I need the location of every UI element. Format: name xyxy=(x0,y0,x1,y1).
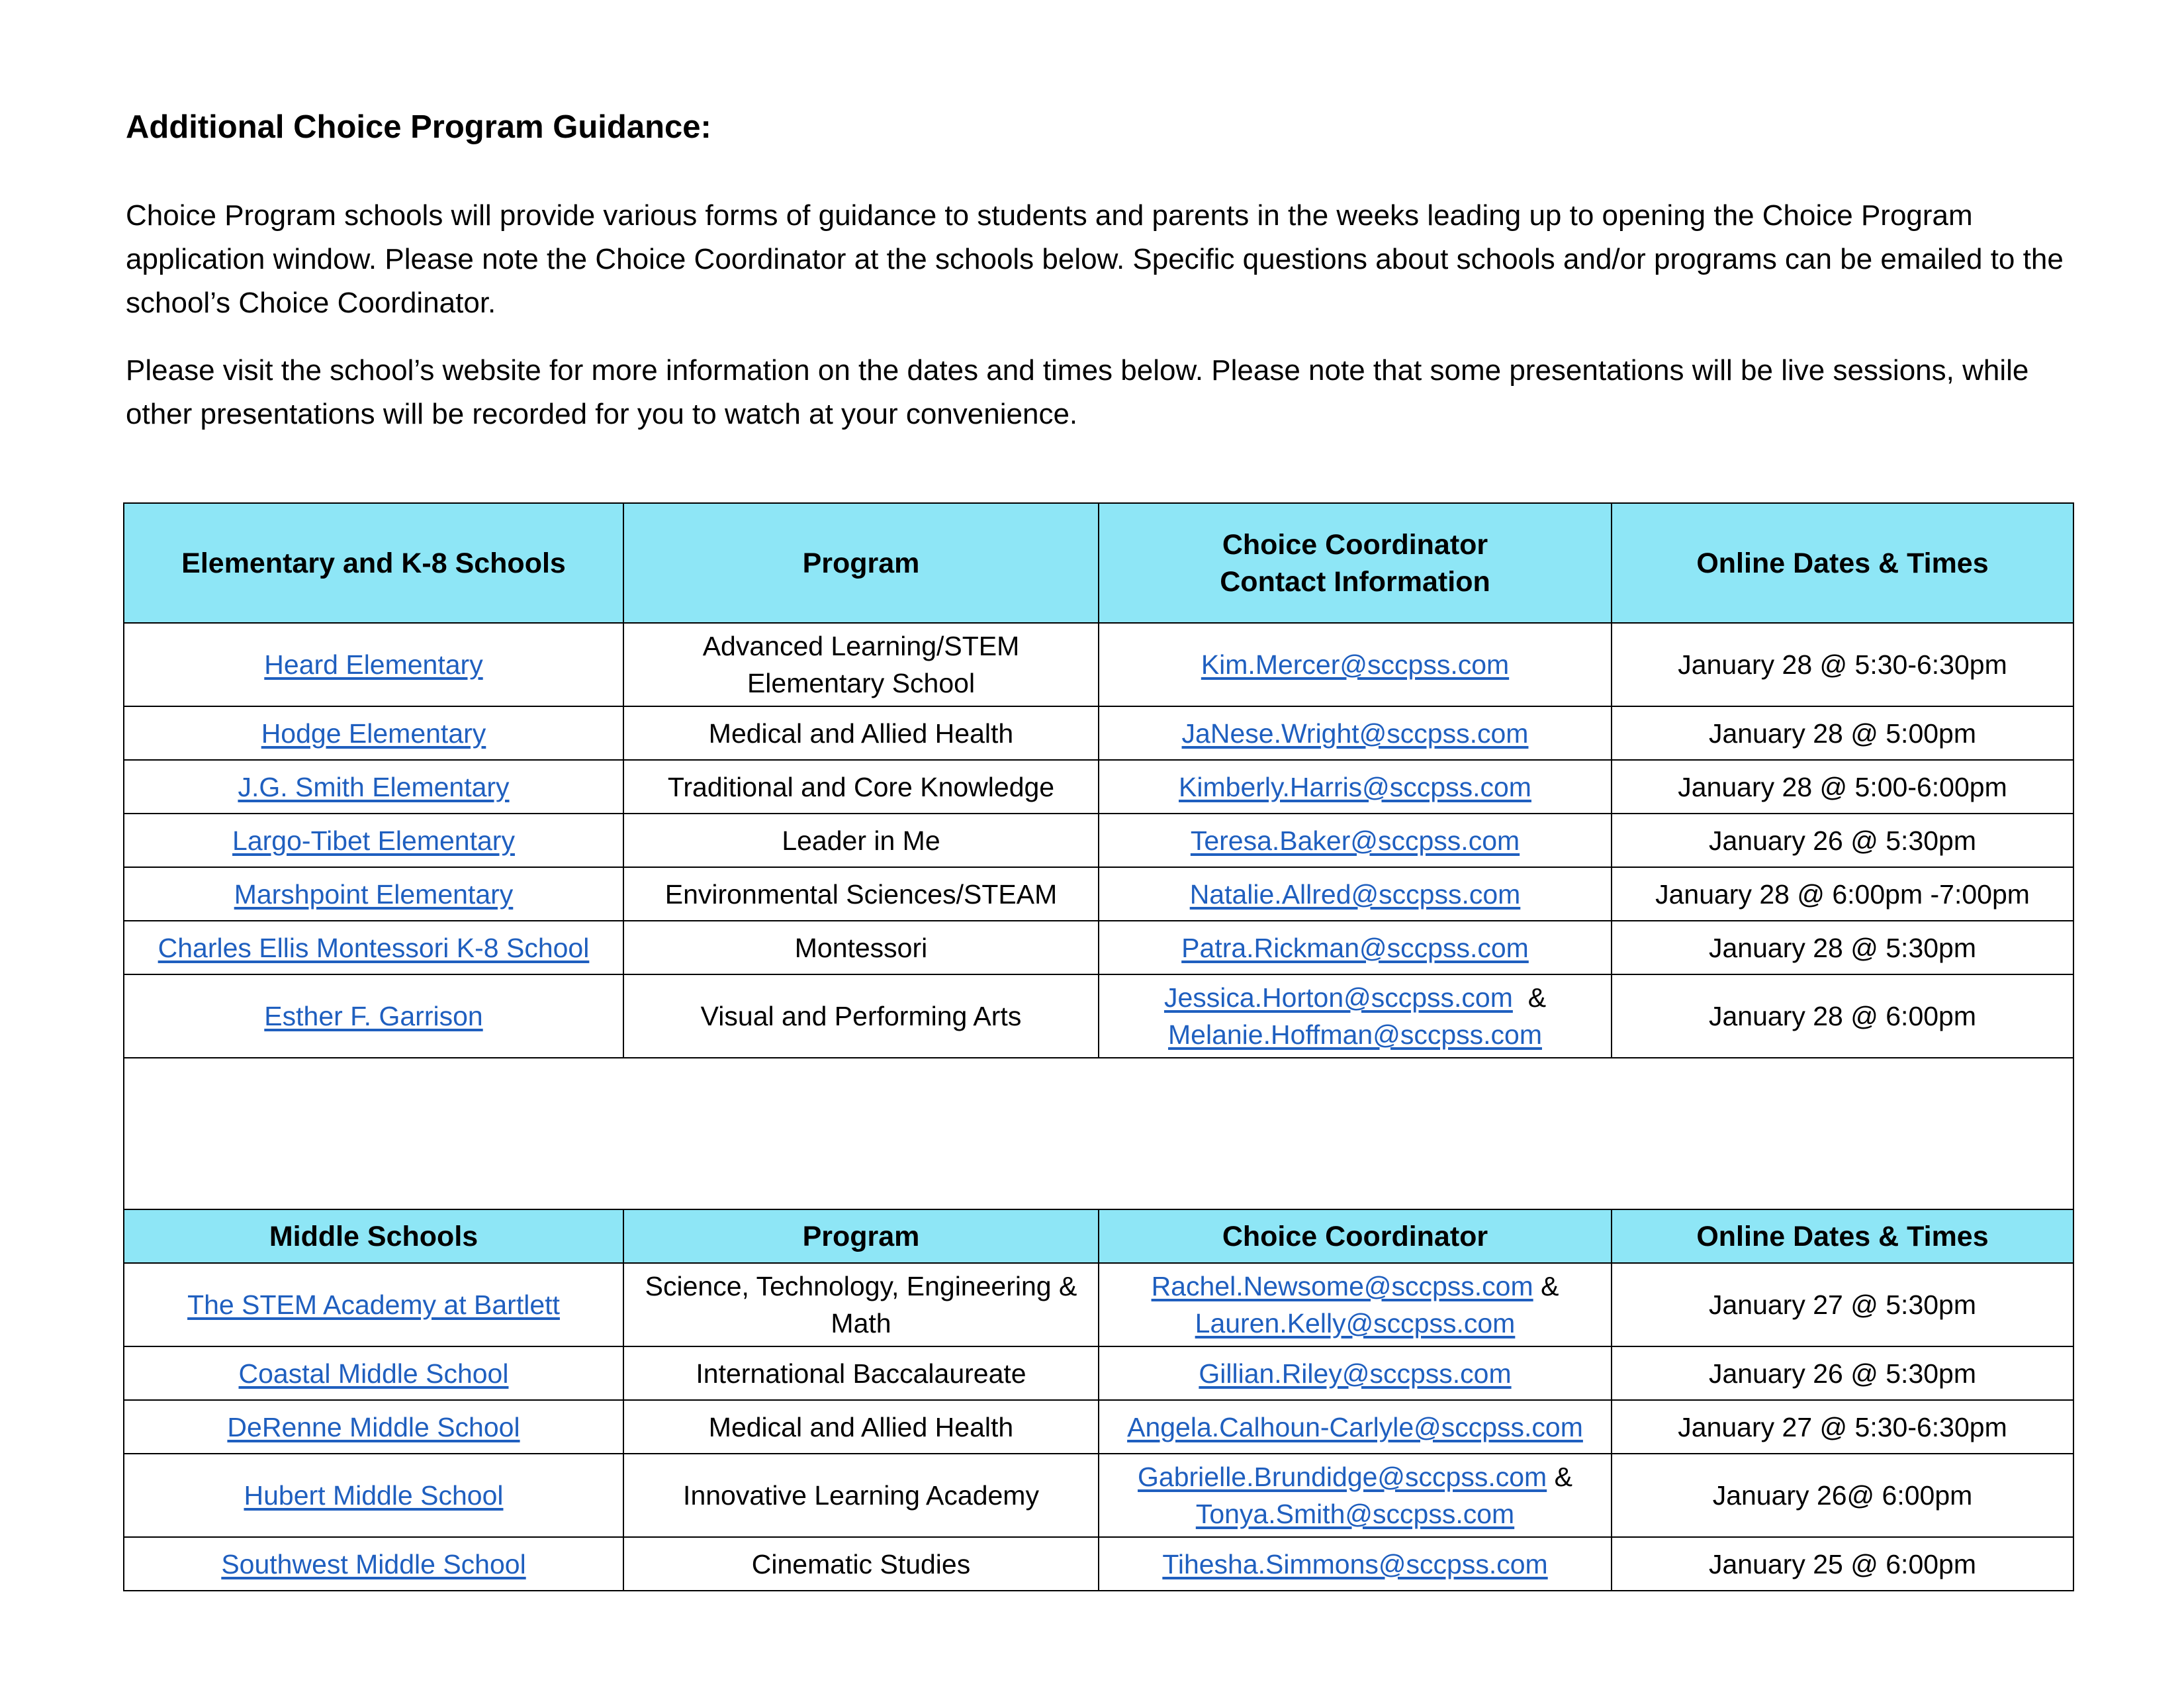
dates-cell: January 28 @ 6:00pm xyxy=(1612,974,2073,1058)
coordinator-email-link[interactable]: Teresa.Baker@sccpss.com xyxy=(1190,825,1520,856)
program-cell: Leader in Me xyxy=(623,814,1099,867)
table-row xyxy=(124,867,2073,921)
school-cell xyxy=(124,1346,623,1400)
program-cell: Montessori xyxy=(623,921,1099,974)
column-header-school: Elementary and K-8 Schools xyxy=(124,503,623,623)
table-row xyxy=(124,1346,2073,1400)
table-row xyxy=(124,814,2073,867)
column-header-program: Program xyxy=(623,503,1099,623)
middle-header-row xyxy=(124,1209,2073,1263)
program-cell: International Baccalaureate xyxy=(623,1346,1099,1400)
coordinator-email-link[interactable]: Jessica.Horton@sccpss.com xyxy=(1163,982,1513,1013)
coordinator-cell xyxy=(1099,760,1612,814)
blank-spacer-row xyxy=(124,1058,2073,1209)
coordinator-cell xyxy=(1099,1400,1612,1454)
coordinator-email-link[interactable]: Gabrielle.Brundidge@sccpss.com xyxy=(1138,1462,1547,1492)
school-link[interactable]: The STEM Academy at Bartlett xyxy=(187,1289,560,1320)
program-cell: Science, Technology, Engineering & Math xyxy=(623,1263,1099,1346)
coordinator-header-line1: Choice Coordinator xyxy=(1222,528,1488,561)
school-link[interactable]: Largo-Tibet Elementary xyxy=(232,825,515,856)
program-text: Advanced Learning/STEM Elementary School xyxy=(702,631,1020,698)
dates-cell: January 26@ 6:00pm xyxy=(1612,1454,2073,1537)
school-cell xyxy=(124,760,623,814)
table-row xyxy=(124,974,2073,1058)
coordinator-cell xyxy=(1099,867,1612,921)
program-cell: Medical and Allied Health xyxy=(623,706,1099,760)
dates-cell: January 28 @ 5:00pm xyxy=(1612,706,2073,760)
coordinator-cell xyxy=(1099,1537,1612,1591)
table-row xyxy=(124,1400,2073,1454)
dates-cell: January 28 @ 6:00pm -7:00pm xyxy=(1612,867,2073,921)
coordinator-email-link[interactable]: Gillian.Riley@sccpss.com xyxy=(1199,1358,1512,1389)
table-row xyxy=(124,706,2073,760)
dates-cell: January 25 @ 6:00pm xyxy=(1612,1537,2073,1591)
coordinator-email-link[interactable]: Rachel.Newsome@sccpss.com xyxy=(1151,1271,1533,1301)
blank-cell xyxy=(124,1058,2073,1209)
dates-cell: January 27 @ 5:30pm xyxy=(1612,1263,2073,1346)
coordinator-cell xyxy=(1099,974,1612,1058)
school-link[interactable]: DeRenne Middle School xyxy=(227,1411,520,1442)
coordinator-email-line xyxy=(1107,1458,1603,1495)
coordinator-cell xyxy=(1099,1454,1612,1537)
coordinator-email-line xyxy=(1107,1016,1603,1053)
coordinator-email-link[interactable]: Natalie.Allred@sccpss.com xyxy=(1189,878,1521,910)
coordinator-email-link[interactable]: Kimberly.Harris@sccpss.com xyxy=(1179,771,1531,802)
coordinator-cell xyxy=(1099,1346,1612,1400)
school-link[interactable]: Marshpoint Elementary xyxy=(234,878,514,910)
column-header-school: Middle Schools xyxy=(124,1209,623,1263)
program-cell: Innovative Learning Academy xyxy=(623,1454,1099,1537)
coordinator-cell xyxy=(1099,1263,1612,1346)
column-header-coordinator: Choice Coordinator xyxy=(1099,1209,1612,1263)
coordinator-email-link[interactable]: JaNese.Wright@sccpss.com xyxy=(1181,718,1529,749)
dates-cell: January 26 @ 5:30pm xyxy=(1612,814,2073,867)
coordinator-cell xyxy=(1099,921,1612,974)
school-link[interactable]: Hodge Elementary xyxy=(261,718,486,749)
school-cell xyxy=(124,867,623,921)
coordinator-email-line xyxy=(1107,1495,1603,1532)
school-link[interactable]: Southwest Middle School xyxy=(221,1548,526,1579)
elementary-header-row xyxy=(124,503,2073,623)
coordinator-email-link[interactable]: Lauren.Kelly@sccpss.com xyxy=(1195,1308,1516,1338)
coordinator-email-link[interactable]: Patra.Rickman@sccpss.com xyxy=(1181,932,1529,963)
program-cell xyxy=(623,623,1099,706)
program-cell: Medical and Allied Health xyxy=(623,1400,1099,1454)
program-cell: Cinematic Studies xyxy=(623,1537,1099,1591)
school-cell xyxy=(124,814,623,867)
program-cell: Visual and Performing Arts xyxy=(623,974,1099,1058)
coordinator-email-link[interactable]: Tonya.Smith@sccpss.com xyxy=(1195,1499,1515,1529)
website-note-paragraph: Please visit the school’s website for more information on the dates and times below. Please note that some presentations will be live sessions, while other presentations will be recorded for you to watch at your convenience. xyxy=(126,354,2029,430)
column-header-dates: Online Dates & Times xyxy=(1612,503,2073,623)
table-row xyxy=(124,760,2073,814)
coordinator-email-link[interactable]: Melanie.Hoffman@sccpss.com xyxy=(1168,1019,1542,1050)
coordinator-email-line xyxy=(1107,1268,1603,1305)
dates-cell: January 28 @ 5:30pm xyxy=(1612,921,2073,974)
school-cell xyxy=(124,1537,623,1591)
column-header-coordinator xyxy=(1099,503,1612,623)
email-joiner: & xyxy=(1527,982,1547,1013)
coordinator-cell xyxy=(1099,814,1612,867)
table-row xyxy=(124,1454,2073,1537)
table-row xyxy=(124,921,2073,974)
dates-cell: January 27 @ 5:30-6:30pm xyxy=(1612,1400,2073,1454)
coordinator-email-link[interactable]: Angela.Calhoun-Carlyle@sccpss.com xyxy=(1127,1411,1583,1442)
school-cell xyxy=(124,1400,623,1454)
choice-program-table xyxy=(123,502,2074,1591)
table-row xyxy=(124,1537,2073,1591)
dates-cell: January 28 @ 5:00-6:00pm xyxy=(1612,760,2073,814)
intro-paragraph: Choice Program schools will provide various forms of guidance to students and parents in the weeks leading up to opening the Choice Program application window. Please note the Choice Coordinator at the schools below. Specific questions about schools and/or programs can be emailed to the school’s Choice Coordinator. xyxy=(126,199,2064,319)
coordinator-email-link[interactable]: Kim.Mercer@sccpss.com xyxy=(1201,649,1510,680)
table-row xyxy=(124,623,2073,706)
email-joiner: & xyxy=(1554,1462,1572,1492)
column-header-program: Program xyxy=(623,1209,1099,1263)
school-link[interactable]: Esther F. Garrison xyxy=(264,1001,483,1031)
school-link[interactable]: J.G. Smith Elementary xyxy=(238,771,510,802)
coordinator-header-line2: Contact Information xyxy=(1220,565,1490,598)
dates-cell: January 26 @ 5:30pm xyxy=(1612,1346,2073,1400)
school-link[interactable]: Coastal Middle School xyxy=(238,1358,509,1389)
email-joiner: & xyxy=(1541,1271,1559,1301)
coordinator-email-line xyxy=(1107,1305,1603,1342)
school-cell xyxy=(124,1263,623,1346)
school-cell xyxy=(124,1454,623,1537)
coordinator-cell xyxy=(1099,623,1612,706)
dates-cell: January 28 @ 5:30-6:30pm xyxy=(1612,623,2073,706)
school-link[interactable]: Hubert Middle School xyxy=(244,1480,504,1511)
column-header-dates: Online Dates & Times xyxy=(1612,1209,2073,1263)
school-cell xyxy=(124,623,623,706)
page-title: Additional Choice Program Guidance: xyxy=(126,109,711,145)
school-cell xyxy=(124,706,623,760)
school-cell xyxy=(124,974,623,1058)
program-cell: Traditional and Core Knowledge xyxy=(623,760,1099,814)
coordinator-email-link[interactable]: Tihesha.Simmons@sccpss.com xyxy=(1162,1548,1548,1579)
program-cell: Environmental Sciences/STEAM xyxy=(623,867,1099,921)
coordinator-cell xyxy=(1099,706,1612,760)
school-cell xyxy=(124,921,623,974)
coordinator-email-line xyxy=(1107,979,1603,1016)
school-link[interactable]: Charles Ellis Montessori K-8 School xyxy=(158,932,590,963)
table-row xyxy=(124,1263,2073,1346)
school-link[interactable]: Heard Elementary xyxy=(264,649,483,680)
